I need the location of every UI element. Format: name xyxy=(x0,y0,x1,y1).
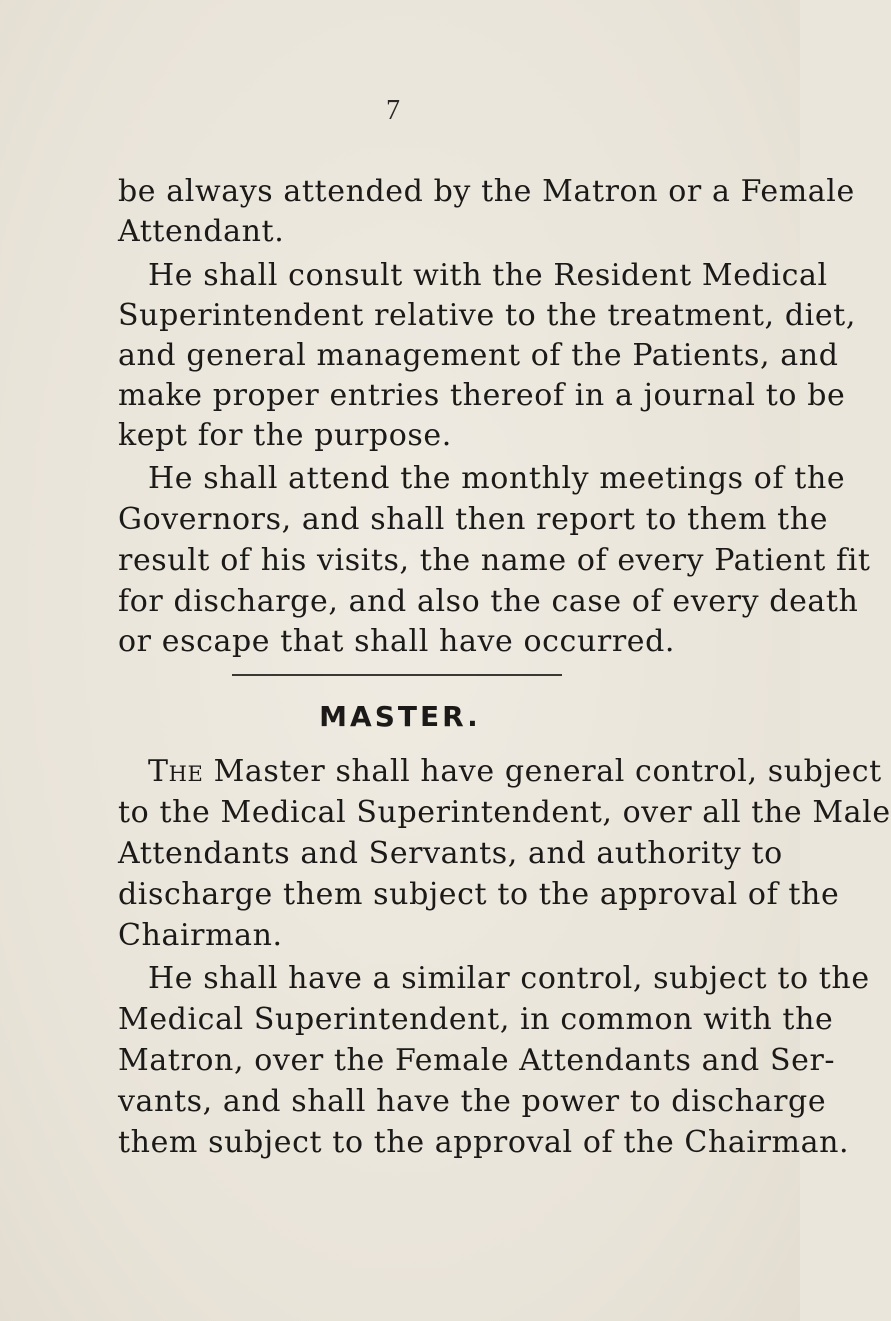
text-line: Superintendent relative to the treatment, diet, xyxy=(118,298,856,333)
text-line: result of his visits, the name of every Patient fit xyxy=(118,543,871,578)
text-line: He shall consult with the Resident Medical xyxy=(148,258,828,293)
text-line: He shall have a similar control, subject to the xyxy=(148,961,870,996)
text-line: or escape that shall have occurred. xyxy=(118,624,676,659)
text-line: to the Medical Superintendent, over all the Male xyxy=(118,795,891,830)
text-line: make proper entries thereof in a journal to be xyxy=(118,378,846,413)
text-line: Matron, over the Female Attendants and Ser- xyxy=(118,1043,836,1078)
first-word: The xyxy=(148,754,204,789)
text-line: Medical Superintendent, in common with the xyxy=(118,1002,834,1037)
text-line-rest: Master shall have general control, subject xyxy=(203,754,882,789)
page-number: 7 xyxy=(386,95,400,126)
text-line: for discharge, and also the case of every death xyxy=(118,584,859,619)
section-divider xyxy=(232,674,562,676)
text-line xyxy=(148,752,882,792)
text-line: Chairman. xyxy=(118,918,283,953)
text-line: discharge them subject to the approval of the xyxy=(118,877,840,912)
text-line: them subject to the approval of the Chairman. xyxy=(118,1125,850,1160)
text-line: and general management of the Patients, and xyxy=(118,338,839,373)
section-heading: MASTER. xyxy=(319,700,481,733)
text-line: Attendant. xyxy=(118,214,285,249)
text-line: Governors, and shall then report to them the xyxy=(118,502,829,537)
text-line: Attendants and Servants, and authority to xyxy=(118,836,783,871)
text-line: kept for the purpose. xyxy=(118,418,452,453)
text-line: be always attended by the Matron or a Female xyxy=(118,174,855,209)
text-line: He shall attend the monthly meetings of the xyxy=(148,461,846,496)
text-line: vants, and shall have the power to discharge xyxy=(118,1084,827,1119)
